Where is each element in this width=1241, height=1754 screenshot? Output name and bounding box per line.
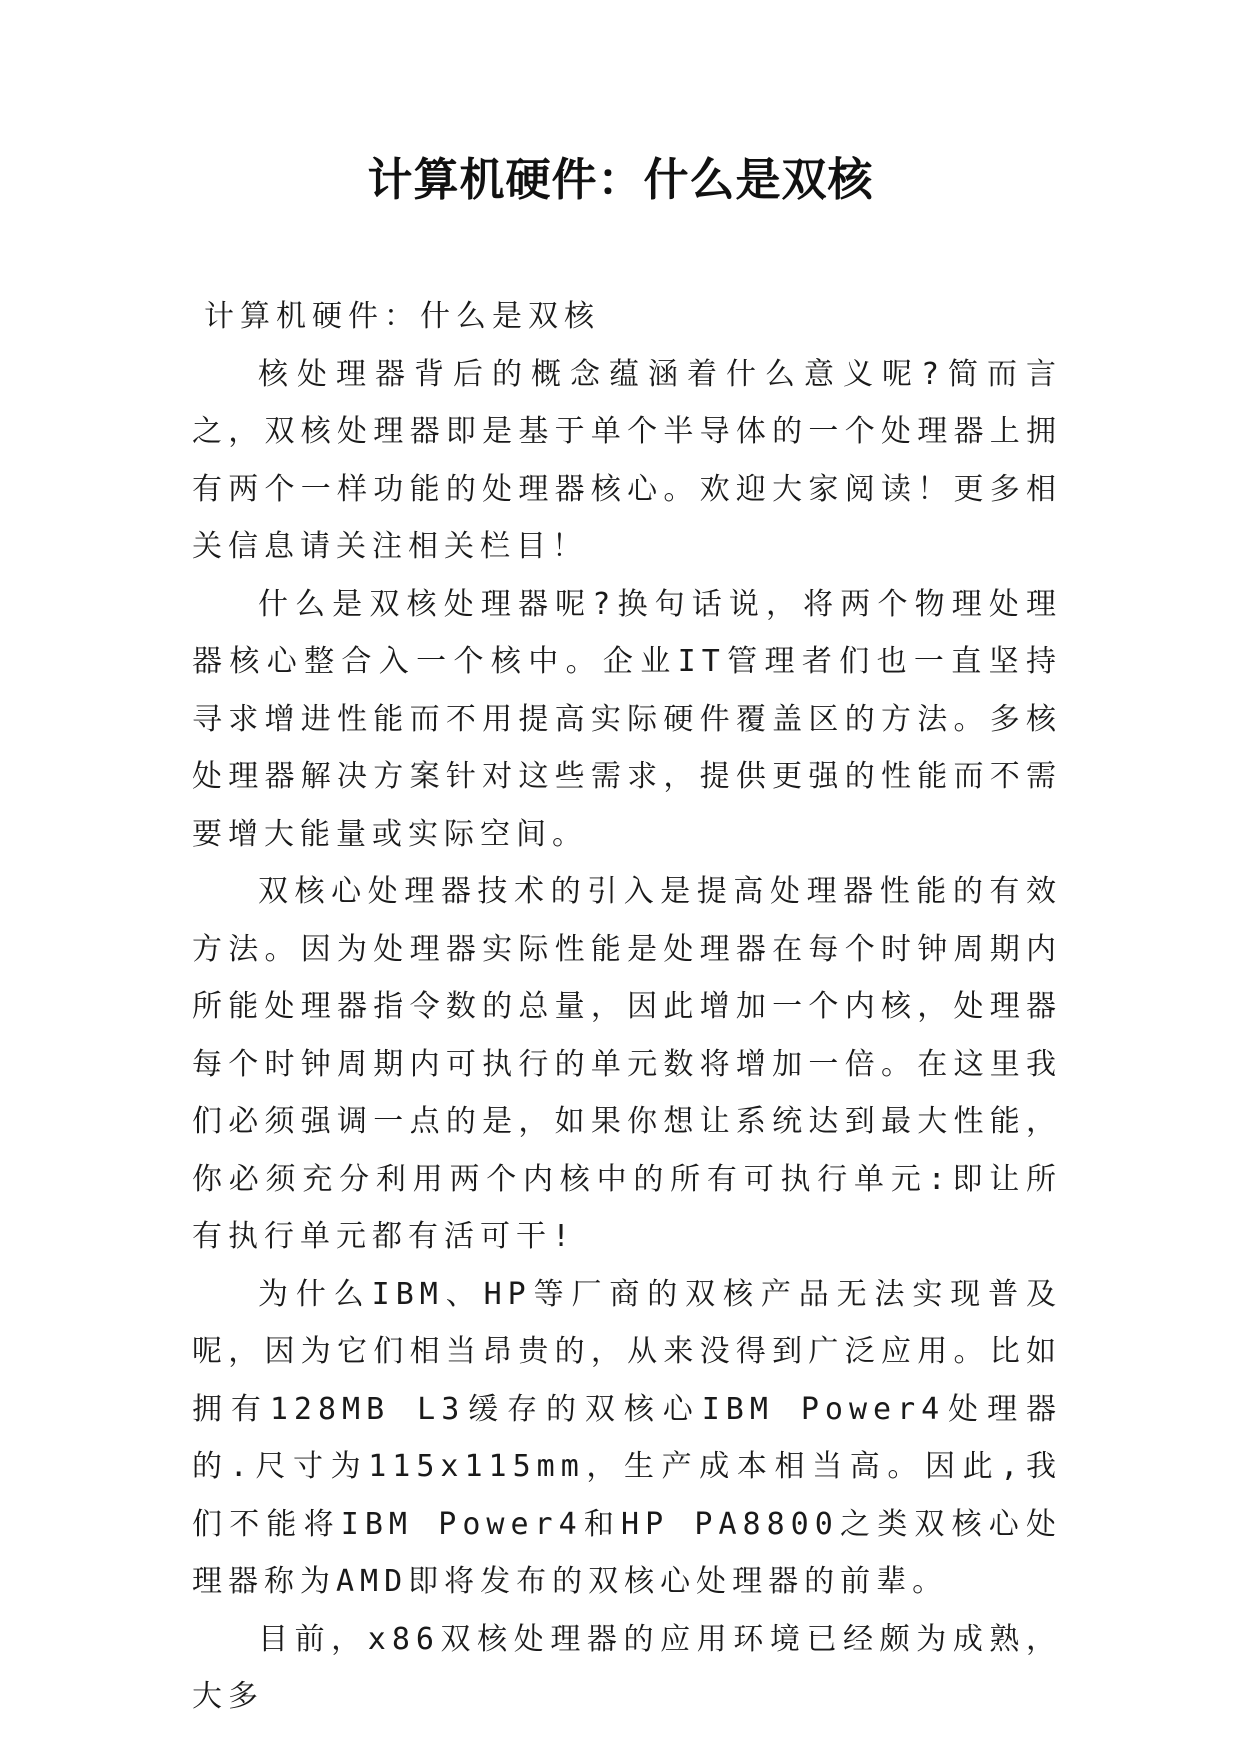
- paragraph-4: 为什么IBM、HP等厂商的双核产品无法实现普及呢，因为它们相当昂贵的，从来没得到广泛应用。比如拥有128MB L3缓存的双核心IBM Power4处理器的.尺寸为115x115mm，生产成本相当高。因此,我们不能将IBM Power4和HP PA8800之类双核心处理器称为AMD即将发布的双核心处理器的前辈。: [192, 1276, 1062, 1599]
- document-body: [192, 288, 1062, 1726]
- paragraph-1: 核处理器背后的概念蕴涵着什么意义呢?简而言之，双核处理器即是基于单个半导体的一个处理器上拥有两个一样功能的处理器核心。欢迎大家阅读！更多相关信息请关注相关栏目！: [192, 356, 1062, 564]
- document-title: 计算机硬件：什么是双核: [367, 153, 874, 206]
- document-subtitle: 计算机硬件：什么是双核: [204, 299, 600, 334]
- paragraph-3: 双核心处理器技术的引入是提高处理器性能的有效方法。因为处理器实际性能是处理器在每个时钟周期内所能处理器指令数的总量，因此增加一个内核，处理器每个时钟周期内可执行的单元数将增加一倍。在这里我们必须强调一点的是，如果你想让系统达到最大性能，你必须充分利用两个内核中的所有可执行单元:即让所有执行单元都有活可干!: [192, 874, 1062, 1254]
- paragraph-2: 什么是双核处理器呢?换句话说，将两个物理处理器核心整合入一个核中。企业IT管理者们也一直坚持寻求增进性能而不用提高实际硬件覆盖区的方法。多核处理器解决方案针对这些需求，提供更强的性能而不需要增大能量或实际空间。: [192, 586, 1062, 852]
- paragraph-5: 目前，x86双核处理器的应用环境已经颇为成熟，大多: [192, 1621, 1062, 1714]
